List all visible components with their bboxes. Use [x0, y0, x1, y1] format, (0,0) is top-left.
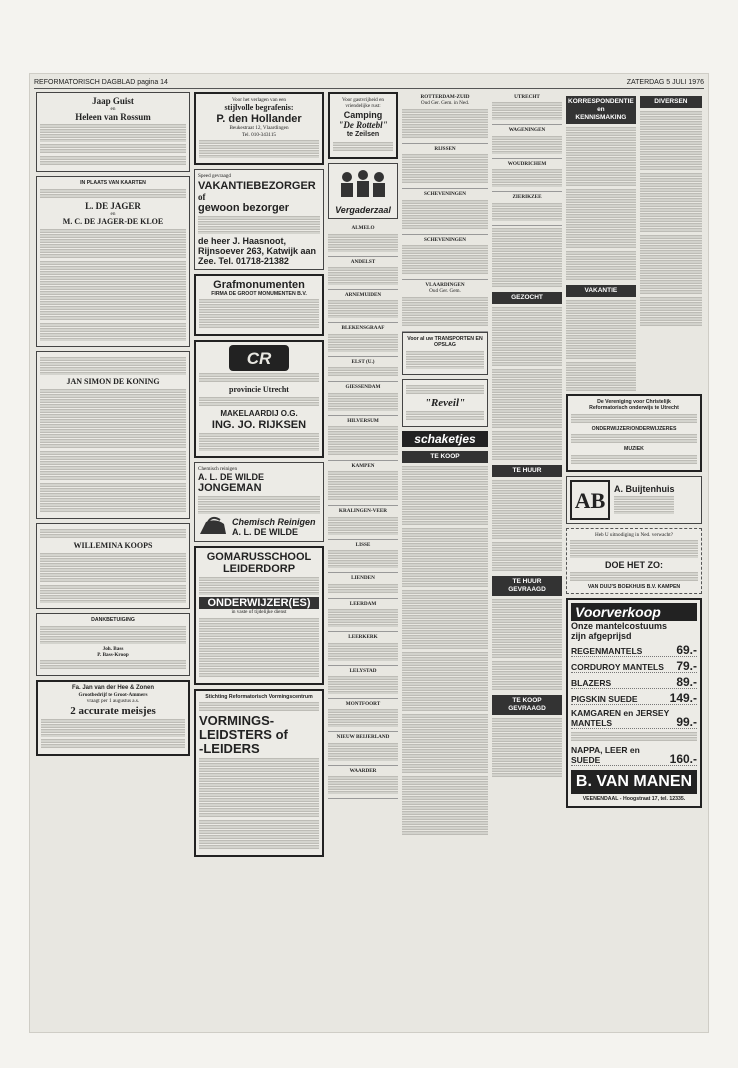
- section-te-koop-gevraagd: TE KOOP GEVRAAGD: [492, 695, 562, 715]
- church-zierikzee: ZIERIKZEE: [512, 194, 542, 201]
- notice-in-plaats: IN PLAATS VAN KAARTEN: [80, 180, 146, 187]
- notice-dank: [36, 613, 190, 676]
- ad-ver-muziek: MUZIEK: [624, 446, 644, 453]
- price-value: 99.-: [676, 715, 697, 730]
- column-church-1: [328, 92, 398, 1026]
- ad-ver-2: Reformatorisch onderwijs te Utrecht: [589, 405, 679, 412]
- church-almelo: ALMELO: [351, 225, 375, 232]
- notice-dejager-2: M. C. DE JAGER-DE KLOE: [62, 217, 164, 227]
- notice-dejager: [36, 176, 190, 347]
- header-left: REFORMATORISCH DAGBLAD pagina 14: [34, 79, 168, 86]
- ad-hee-big: 2 accurate meisjes: [70, 704, 156, 717]
- church-lisse: LISSE: [355, 541, 371, 548]
- ad-jong-top: Chemisch reinigen: [198, 466, 238, 473]
- column-ads-left: [194, 92, 324, 1026]
- column-family-notices: [36, 92, 190, 1026]
- header-right: ZATERDAG 5 JULI 1976: [626, 79, 704, 86]
- ad-hollander-name: P. den Hollander: [216, 113, 302, 126]
- ad-vorm-1: VORMINGS-: [199, 713, 275, 729]
- church-woudrichem: WOUDRICHEM: [507, 160, 547, 167]
- notice-dank-title: DANKBETUIGING: [91, 617, 135, 624]
- ad-camp-2: "De Rottebl": [338, 119, 388, 130]
- church-montfoort: MONTFOORT: [345, 700, 381, 707]
- church-scheveningen-2: SCHEVENINGEN: [423, 236, 467, 243]
- ad-gom-1: GOMARUSSCHOOL: [206, 551, 312, 564]
- price-value: 89.-: [676, 675, 697, 690]
- ad-vanderhee: [36, 680, 190, 755]
- ad-voor-sub-1: Onze mantelcostuums: [571, 621, 668, 632]
- iron-icon: [198, 516, 228, 538]
- price-row: [571, 660, 697, 673]
- ad-onder-sub: in vaste of tijdelijke dienst: [231, 609, 287, 616]
- kor-line-1: KORRESPONDENTIE: [568, 98, 634, 105]
- church-scheveningen: SCHEVENINGEN: [423, 191, 467, 198]
- price-row: [571, 676, 697, 689]
- ad-gram-sub: FIRMA DE GROOT MONUMENTEN B.V.: [211, 290, 307, 297]
- price-row: [571, 644, 697, 657]
- ad-hee-vraagt: vraagt per 1 augustus a.s.: [86, 698, 140, 705]
- ad-vorm-2: LEIDSTERS of: [199, 727, 288, 743]
- ad-store-addr: VEENENDAAL - Hoogstraat 17, tel. 12335.: [582, 796, 686, 803]
- church-kralingen: KRALINGEN-VEER: [338, 508, 388, 515]
- ad-grafmonumenten: [194, 274, 324, 336]
- church-elst: ELST (U.): [351, 358, 375, 365]
- section-korrespondentie: [566, 96, 636, 124]
- church-vlaardingen-sub: Oud Ger. Gem.: [429, 288, 461, 295]
- church-rotterdam-sub: Oud Ger. Gem. in Ned.: [420, 100, 470, 107]
- ad-vereniging: [566, 394, 702, 472]
- section-vakantie: VAKANTIE: [566, 285, 636, 297]
- ad-cr-ing: ING. JO. RIJKSEN: [211, 419, 307, 432]
- ab-logo-icon: [570, 480, 610, 520]
- church-wageningen: WAGENINGEN: [508, 127, 546, 134]
- ad-chem-1: Chemisch Reinigen: [232, 517, 316, 528]
- ad-onder: ONDERWIJZER(ES): [199, 597, 319, 609]
- notice-name-2: Heleen van Rossum: [75, 112, 151, 123]
- ad-haas-2: Rijnsoever 263, Katwijk aan: [198, 245, 317, 256]
- church-andelst: ANDELST: [350, 258, 376, 265]
- ad-cr-name: MAKELAARDIJ O.G.: [220, 409, 298, 419]
- price-label: BLAZERS: [571, 678, 612, 689]
- ad-camp-3: te Zeilsen: [346, 130, 380, 138]
- ad-buijt-name: A. Buijtenhuis: [614, 483, 675, 494]
- ad-boekhuis: [566, 528, 702, 595]
- ad-jongeman: [194, 462, 324, 542]
- ad-vorm-top: Stichting Reformatorisch Vormingscentrum: [205, 693, 313, 700]
- notice-dank-sign-2: P. Bass-Kroop: [97, 652, 129, 659]
- ad-hollander-sub: stijlvolle begrafenis:: [224, 103, 294, 113]
- price-value: 79.-: [676, 659, 697, 674]
- price-row: [571, 745, 697, 766]
- notice-jansimon: [36, 351, 190, 519]
- ad-voor-title: Voorverkoop: [571, 603, 697, 621]
- ad-boek-2: DOE HET ZO:: [605, 560, 663, 571]
- column-church-3: [492, 92, 562, 1026]
- ad-jong-name: JONGEMAN: [198, 482, 262, 495]
- price-row: [571, 692, 697, 705]
- header-rule: [34, 88, 704, 89]
- notice-jansimon-name: JAN SIMON DE KONING: [66, 377, 160, 387]
- ad-gram-title: Grafmonumenten: [213, 278, 305, 291]
- church-nieuw-beijerland: NIEUW BEIJERLAND: [336, 734, 390, 741]
- ad-vergaderzaal: [328, 163, 398, 219]
- ad-ver-3: ONDERWIJZER/ONDERWIJZERES: [591, 425, 677, 432]
- notice-name-1: Jaap Guist: [92, 96, 134, 106]
- svg-text:AB: AB: [574, 487, 606, 513]
- ad-buijtenhuis: [566, 476, 702, 524]
- ad-vak-top: Speed gevraagd: [198, 173, 231, 180]
- church-rotterdam-zuid: ROTTERDAM-ZUID: [420, 94, 470, 100]
- price-row: [571, 708, 697, 729]
- ad-verg-title: Vergaderzaal: [335, 205, 391, 216]
- notice-engagement: [36, 92, 190, 172]
- ad-boek-1: Heb U uitnodiging in Ned. verwacht?: [594, 531, 674, 538]
- church-rijssen: RIJSSEN: [434, 145, 456, 152]
- column-classifieds: [566, 92, 702, 1026]
- ad-vakantiebezorger: [194, 169, 324, 269]
- ad-vak-3: gewoon bezorger: [198, 201, 290, 214]
- price-label: REGENMANTELS: [571, 646, 643, 657]
- ad-voor-sub-2: zijn afgeprijsd: [571, 631, 632, 642]
- church-vlaardingen: VLAARDINGEN: [425, 282, 465, 289]
- ad-rijksen: [194, 340, 324, 458]
- ad-boek-3: VAN DUIJ'S BOEKHUIS B.V. KAMPEN: [587, 584, 681, 591]
- church-leerdam: LEERDAM: [349, 600, 377, 607]
- ad-hollander: [194, 92, 324, 165]
- ad-transport-title: Voor al uw TRANSPORTEN EN OPSLAG: [407, 335, 483, 349]
- cr-logo-icon: [199, 345, 319, 371]
- newspaper-page: [30, 74, 708, 1032]
- ad-haas-1: de heer J. Haasnoot,: [198, 235, 287, 246]
- ad-hollander-addr: Beukestraat 12, Vlaardingen: [229, 125, 289, 132]
- church-lelystad: LELYSTAD: [349, 667, 377, 674]
- kor-line-3: KENNISMAKING: [575, 114, 627, 121]
- ad-vorm-3: -LEIDERS: [199, 741, 260, 757]
- ad-gom-2: LEIDERDORP: [222, 563, 296, 576]
- ad-voorverkoop: [566, 598, 702, 807]
- ad-hee-sub: Grootbedrijf te Groot-Ammers: [78, 691, 148, 698]
- ad-hee-name: Fa. Jan van der Hee & Zonen: [71, 685, 155, 692]
- church-leerkerk: LEERKERK: [348, 634, 378, 641]
- church-utrecht: UTRECHT: [514, 94, 540, 100]
- church-hilversum: HILVERSUM: [347, 417, 379, 424]
- ad-cr-region: provincie Utrecht: [229, 385, 289, 395]
- ad-transport: [402, 332, 488, 375]
- notice-willemina: [36, 523, 190, 609]
- ad-hollander-tel: Tel. 010-343115: [241, 131, 277, 138]
- column-church-2: [402, 92, 488, 1026]
- church-blekensgraaf: BLEKENSGRAAF: [341, 325, 385, 332]
- ad-chem-2: A. L. DE WILDE: [232, 527, 298, 538]
- ad-camping: [328, 92, 398, 159]
- section-te-koop: TE KOOP: [402, 451, 488, 463]
- ad-haas-3: Zee. Tel. 01718-21382: [198, 255, 289, 266]
- ad-vormingsleiders: [194, 689, 324, 857]
- ad-reveil-title: "Reveil": [424, 396, 466, 409]
- ad-ver-1: De Vereniging voor Christelijk: [597, 399, 671, 405]
- ad-gomarus: [194, 546, 324, 684]
- ad-store-name: B. VAN MANEN: [571, 770, 697, 794]
- ad-vak-2: of: [198, 191, 206, 202]
- people-icon: [333, 167, 393, 203]
- kor-line-2: en: [597, 106, 605, 113]
- price-label: PIGSKIN SUEDE: [571, 694, 638, 705]
- church-arnemuiden: ARNEMUIDEN: [344, 292, 382, 299]
- price-label: CORDUROY MANTELS: [571, 662, 664, 673]
- svg-text:CR: CR: [246, 349, 272, 369]
- ad-camp-1: Camping: [343, 109, 383, 120]
- schaketjes-banner: schaketjes: [402, 431, 488, 447]
- notice-willemina-name: WILLEMINA KOOPS: [73, 541, 153, 551]
- price-value: 160.-: [669, 752, 697, 767]
- ad-jong-a: A. L. DE WILDE: [198, 472, 264, 483]
- ad-reveil: [402, 379, 488, 427]
- notice-and: en: [110, 106, 116, 112]
- notice-dank-sign-1: Joh. Bass: [102, 645, 124, 652]
- price-value: 149.-: [669, 691, 697, 706]
- ad-vak-1: VAKANTIEBEZORGER: [198, 179, 316, 192]
- section-te-huur: TE HUUR: [492, 465, 562, 477]
- ad-camp-top: Voor gastvrijheid en vriendelijke rust:: [342, 97, 384, 110]
- ad-hollander-top: Voor het verlagen van een: [231, 97, 287, 103]
- church-lienden: LIENDEN: [351, 575, 375, 582]
- notice-dejager-1: L. DE JAGER: [85, 200, 141, 211]
- section-gezocht: GEZOCHT: [492, 292, 562, 304]
- price-label: NAPPA, LEER en SUEDE: [571, 745, 640, 766]
- church-giessendam: GIESSENDAM: [345, 384, 381, 391]
- section-te-huur-gevraagd: TE HUUR GEVRAAGD: [492, 576, 562, 596]
- church-kampen: KAMPEN: [351, 463, 375, 470]
- section-diversen: DIVERSEN: [640, 96, 702, 108]
- church-waarder: WAARDER: [349, 767, 377, 774]
- notice-dejager-en: en: [110, 210, 116, 217]
- price-value: 69.-: [676, 643, 697, 658]
- price-label: KAMGAREN en JERSEY MANTELS: [571, 708, 670, 729]
